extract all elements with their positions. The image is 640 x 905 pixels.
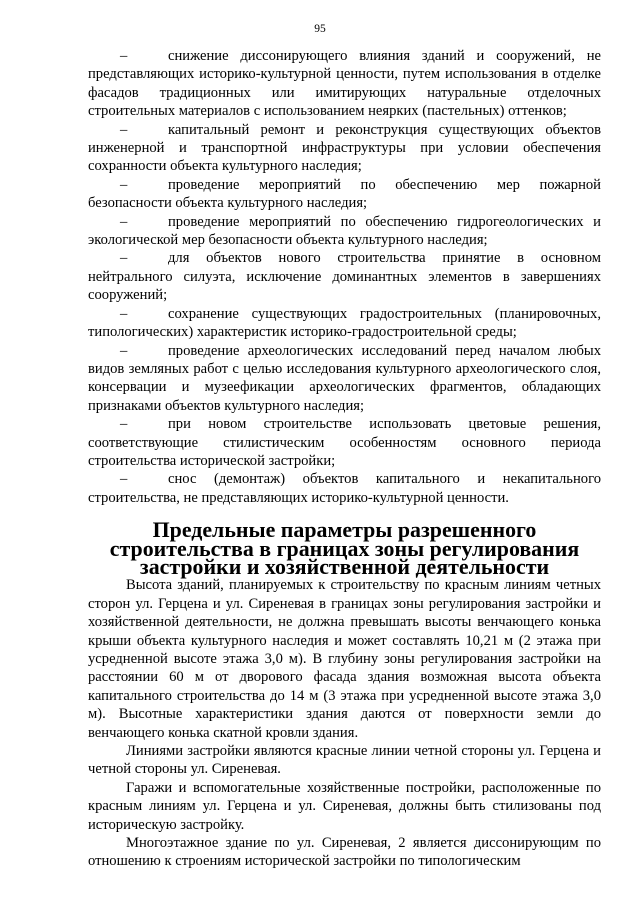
paragraph: Гаражи и вспомогательные хозяйственные постройки, расположенные по красным линиям ул. Герцена и ул. Сиреневая, должны быть стилизованы под историческую застройку. bbox=[88, 779, 601, 833]
paragraph: Линиями застройки являются красные линии четной стороны ул. Герцена и четной стороны ул. Сиреневая. bbox=[88, 743, 601, 778]
page-number: 95 bbox=[314, 23, 326, 35]
list-item bbox=[88, 213, 601, 250]
list-dash: – bbox=[120, 416, 128, 433]
list-item-text: проведение археологических исследований перед началом любых видов земляных работ с целью исследования культурного археологического слоя, консервации и музеефикации археологических фрагментов, обладающих признаками объектов культурного наследия; bbox=[88, 342, 601, 414]
list-item bbox=[88, 470, 601, 507]
list-dash: – bbox=[120, 250, 128, 267]
list-item-text: проведение мероприятий по обеспечению мер пожарной безопасности объекта культурного наследия; bbox=[88, 176, 601, 212]
list-dash: – bbox=[120, 176, 128, 193]
list-dash: – bbox=[120, 342, 128, 359]
list-dash: – bbox=[120, 48, 128, 64]
list-dash: – bbox=[120, 471, 128, 488]
list-item-text: сохранение существующих градостроительных (планировочных, типологических) характеристик историко-градостроительной среды; bbox=[88, 305, 601, 341]
list-item bbox=[88, 121, 601, 176]
list-dash: – bbox=[120, 121, 128, 138]
list-item-text: снижение диссонирующего влияния зданий и сооружений, не представляющих историко-культурной ценности, путем использования в отделке фасадов традиционных или имитирующих натуральные отделочных строительных материалов с использованием неярких (пастельных) оттенков; bbox=[88, 48, 601, 120]
list-item bbox=[88, 415, 601, 470]
list-item bbox=[88, 305, 601, 342]
list-item-text: для объектов нового строительства принятие в основном нейтрального силуэта, исключение доминантных элементов в завершениях сооружений; bbox=[88, 250, 601, 304]
list-item bbox=[88, 249, 601, 304]
list-dash: – bbox=[120, 305, 128, 322]
list-item bbox=[88, 176, 601, 213]
list-item-text: капитальный ремонт и реконструкция существующих объектов инженерной и транспортной инфраструктуры при условии обеспечения сохранности объекта культурного наследия; bbox=[88, 121, 601, 175]
paragraph: Многоэтажное здание по ул. Сиреневая, 2 является диссонирующим по отношению к строениям исторической застройки по типологическим bbox=[88, 835, 601, 870]
list-item-text: проведение мероприятий по обеспечению гидрогеологических и экологической мер безопасности объекта культурного наследия; bbox=[88, 213, 601, 249]
list-dash: – bbox=[120, 213, 128, 230]
list-item bbox=[88, 342, 601, 416]
list-item-text: снос (демонтаж) объектов капитального и некапитального строительства, не представляющих историко-культурной ценности. bbox=[88, 471, 601, 506]
section-heading: Предельные параметры разрешенного строительства в границах зоны регулирования застройки и хозяйственной деятельности bbox=[109, 517, 580, 579]
page-content bbox=[88, 47, 601, 871]
section-body bbox=[88, 576, 601, 871]
list-item bbox=[88, 47, 601, 121]
measures-list bbox=[88, 47, 601, 507]
list-item-text: при новом строительстве использовать цветовые решения, соответствующие стилистическим особенностям основного периода строительства исторической застройки; bbox=[88, 416, 601, 469]
paragraph: Высота зданий, планируемых к строительству по красным линиям четных сторон ул. Герцена и ул. Сиреневая в границах зоны регулирования застройки и хозяйственной деятельности, не должна превышать высоты венчающего конька крыши объекта культурного наследия и может составлять 10,21 м (2 этажа при усредненной высоте этажа 3,0 м). В глубину зоны регулирования застройки на расстоянии 60 м от дворового фасада здания возможная высота объекта капитального строительства до 14 м (3 этажа при усредненной высоте этажа 3,0 м). Высотные характеристики здания даются от поверхности земли до венчающего конька скатной кровли здания. bbox=[88, 577, 601, 741]
